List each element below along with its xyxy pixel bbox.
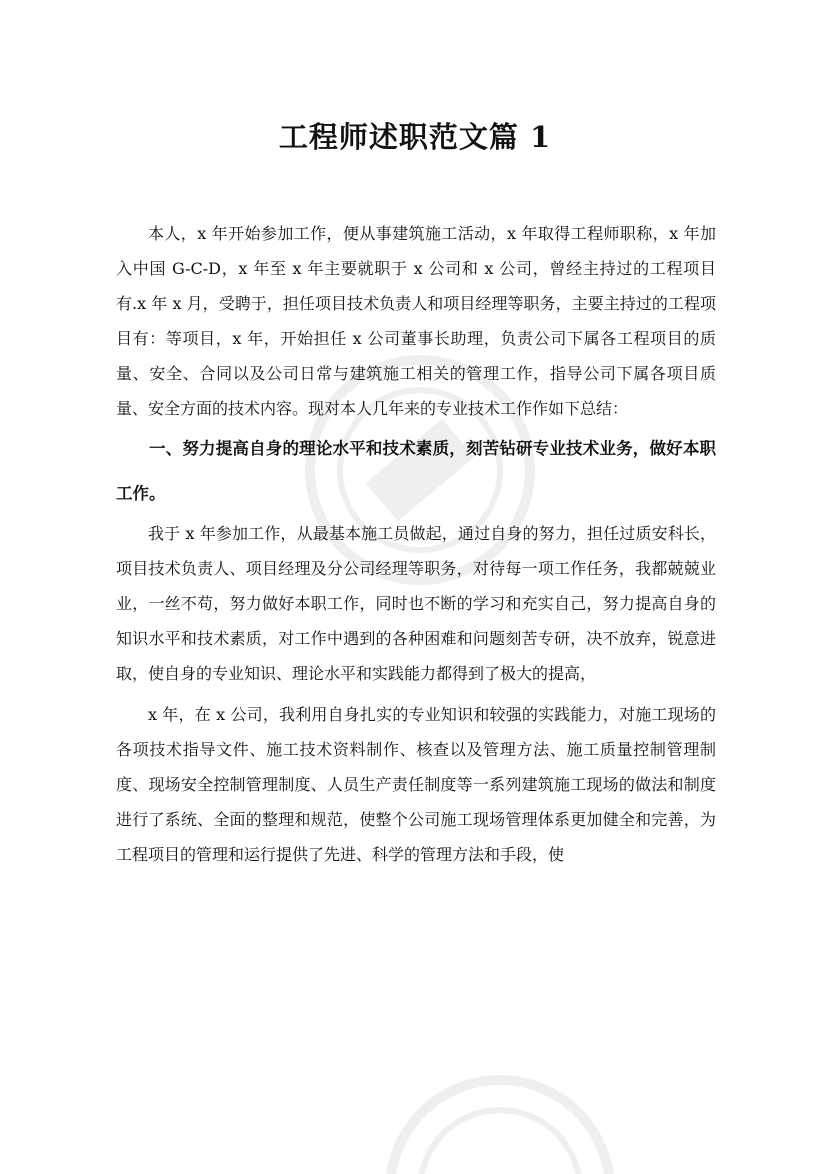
paragraph-experience: 我于 x 年参加工作，从最基本施工员做起，通过自身的努力，担任过质安科长，项目技术负责人、项目经理及分公司经理等职务，对待每一项工作任务，我都兢兢业业，一丝不苟，努力做好本职工作，同时也不断的学习和充实自己，努力提高自身的知识水平和技术素质，对工作中遇到的各种困难和问题刻苦专研，决不放弃，锐意进取，使自身的专业知识、理论水平和实践能力都得到了极大的提高， — [116, 524, 716, 683]
section-heading-1: 一、努力提高自身的理论水平和技术素质，刻苦钻研专业技术业务，做好本职工作。 — [116, 439, 716, 503]
watermark-seal — [331, 1021, 669, 1174]
paragraph-intro: 本人，x 年开始参加工作，便从事建筑施工活动，x 年取得工程师职称，x 年加入中国 G-C-D，x 年至 x 年主要就职于 x 公司和 x 公司，曾经主持过的工程项目有.x 年 x 月，受聘于，担任项目技术负责人和项目经理等职务，主要主持过的工程项目有：等项目，x 年，开始担任 x 公司董事长助理，负责公司下属各工程项目的质量、安全、合同以及公司日常与建筑施工相关的管理工作，指导公司下属各项目质量、安全方面的技术内容。现对本人几年来的专业技术工作作如下总结： — [116, 224, 716, 418]
document-body — [116, 216, 716, 872]
document-title: 工程师述职范文篇 1 — [278, 120, 552, 154]
paragraph-achievements: x 年，在 x 公司，我利用自身扎实的专业知识和较强的实践能力，对施工现场的各项技术指导文件、施工技术资料制作、核查以及管理方法、施工质量控制管理制度、现场安全控制管理制度、人员生产责任制度等一系列建筑施工现场的做法和制度进行了系统、全面的整理和规范，使整个公司施工现场管理体系更加健全和完善，为工程项目的管理和运行提供了先进、科学的管理方法和手段，使 — [116, 705, 716, 864]
